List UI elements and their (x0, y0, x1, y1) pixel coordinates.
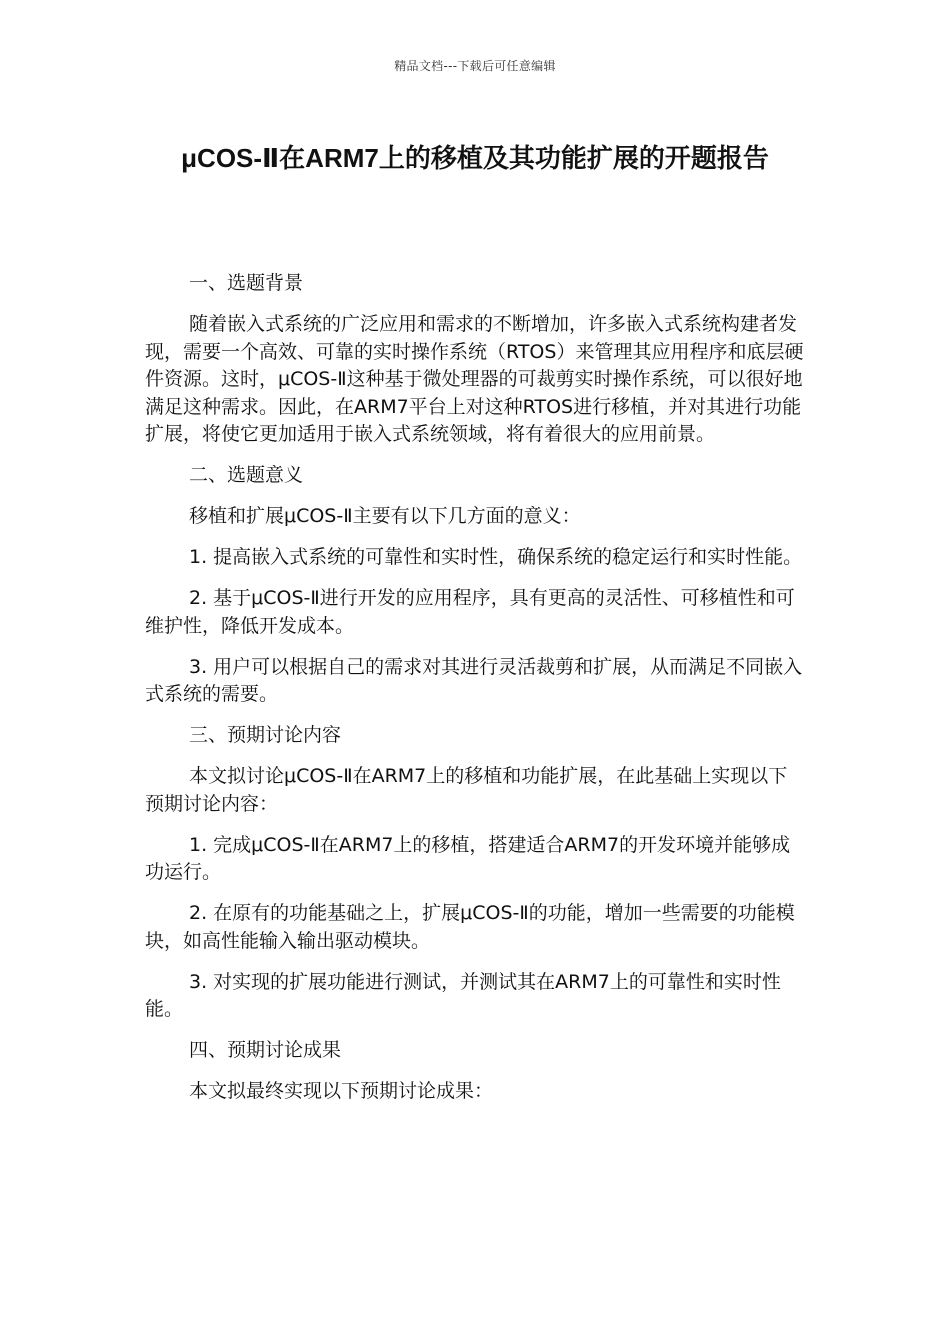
significance-item: 1. 提高嵌入式系统的可靠性和实时性，确保系统的稳定运行和实时性能。 (189, 546, 803, 568)
background-paragraph: 随着嵌入式系统的广泛应用和需求的不断增加，许多嵌入式系统构建者发现，需要一个高效、可靠的实时操作系统（RTOS）来管理其应用程序和底层硬件资源。这时，μCOS-Ⅱ这种基于微处理器的可裁剪实时操作系统，可以很好地满足这种需求。因此，在ARM7平台上对这种RTOS进行移植，并对其进行功能扩展，将使它更加适用于嵌入式系统领域，将有着很大的应用前景。 (145, 313, 804, 445)
significance-item: 3. 用户可以根据自己的需求对其进行灵活裁剪和扩展，从而满足不同嵌入式系统的需要。 (145, 655, 803, 705)
section-heading-significance: 二、选题意义 (189, 464, 304, 486)
significance-intro: 移植和扩展μCOS-Ⅱ主要有以下几方面的意义： (189, 505, 581, 527)
section-heading-results: 四、预期讨论成果 (189, 1039, 342, 1061)
content-item: 3. 对实现的扩展功能进行测试，并测试其在ARM7上的可靠性和实时性能。 (145, 970, 781, 1020)
document-body (145, 270, 805, 1119)
section-heading-background: 一、选题背景 (189, 272, 304, 294)
section-heading-content: 三、预期讨论内容 (189, 724, 342, 746)
content-intro: 本文拟讨论μCOS-Ⅱ在ARM7上的移植和功能扩展，在此基础上实现以下预期讨论内容： (145, 765, 788, 815)
document-title: μCOS-Ⅱ在ARM7上的移植及其功能扩展的开题报告 (181, 143, 769, 173)
results-intro: 本文拟最终实现以下预期讨论成果： (189, 1080, 494, 1102)
page-header: 精品文档---下载后可任意编辑 (394, 59, 556, 73)
content-item: 2. 在原有的功能基础之上，扩展μCOS-Ⅱ的功能，增加一些需要的功能模块，如高性能输入输出驱动模块。 (145, 902, 795, 952)
content-item: 1. 完成μCOS-Ⅱ在ARM7上的移植，搭建适合ARM7的开发环境并能够成功运行。 (145, 833, 791, 883)
significance-item: 2. 基于μCOS-Ⅱ进行开发的应用程序，具有更高的灵活性、可移植性和可维护性，降低开发成本。 (145, 587, 795, 637)
